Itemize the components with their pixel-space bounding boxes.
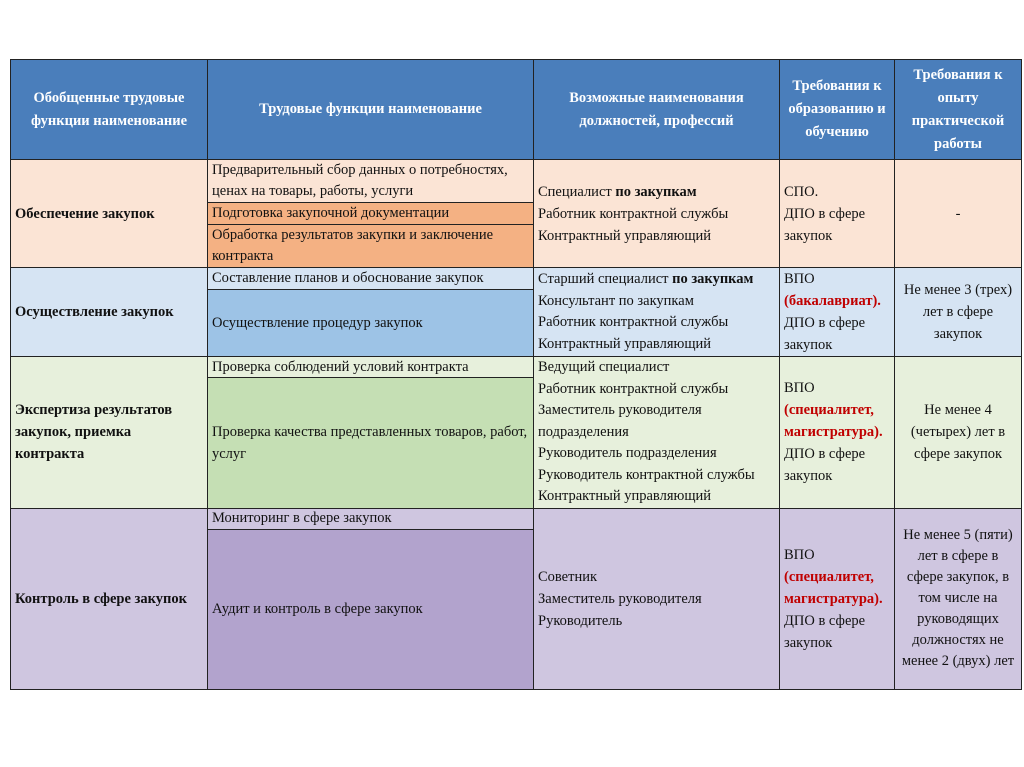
experience-cell: - — [895, 160, 1022, 268]
experience-cell: Не менее 5 (пяти) лет в сфере в сфере закупок, в том числе на руководящих должностях не менее 2 (двух) лет — [895, 508, 1022, 689]
position-line: Заместитель руководителя — [538, 590, 702, 607]
position-line: Ведущий специалист — [538, 359, 670, 375]
function-cell: Обработка результатов закупки и заключение контракта — [208, 224, 534, 267]
function-cell: Мониторинг в сфере закупок — [208, 508, 534, 529]
experience-cell: Не менее 3 (трех) лет в сфере закупок — [895, 268, 1022, 357]
header-education: Требования к образованию и обучению — [780, 60, 895, 160]
position-line: Специалист по закупкам — [538, 183, 697, 200]
education-cell: ВПО (специалитет, магистратура). ДПО в сфере закупок — [780, 508, 895, 689]
general-function-cell: Экспертиза результатов закупок, приемка контракта — [11, 357, 208, 509]
positions-cell — [534, 160, 780, 268]
header-functions: Трудовые функции наименование — [208, 60, 534, 160]
general-function-cell: Обеспечение закупок — [11, 160, 208, 268]
function-cell: Аудит и контроль в сфере закупок — [208, 529, 534, 689]
function-cell: Подготовка закупочной документации — [208, 203, 534, 224]
function-cell: Проверка качества представленных товаров, работ, услуг — [208, 378, 534, 508]
position-line: Работник контрактной службы — [538, 380, 729, 397]
function-cell: Осуществление процедур закупок — [208, 289, 534, 356]
position-line: Руководитель — [538, 612, 623, 629]
general-function-cell: Контроль в сфере закупок — [11, 508, 208, 689]
header-row — [11, 60, 1022, 160]
qualification-table — [10, 59, 1022, 690]
position-line: Старший специалист по закупкам — [538, 271, 754, 287]
education-cell: СПО. ДПО в сфере закупок — [780, 160, 895, 268]
positions-cell — [534, 508, 780, 689]
table-row — [11, 357, 1022, 378]
position-line: Контрактный управляющий — [538, 488, 712, 504]
table-row — [11, 268, 1022, 290]
position-line: Советник — [538, 568, 598, 585]
position-line: Работник контрактной службы — [538, 205, 729, 222]
header-positions: Возможные наименования должностей, профессий — [534, 60, 780, 160]
position-line: Руководитель контрактной службы — [538, 466, 755, 483]
header-experience: Требования к опыту практической работы — [895, 60, 1022, 160]
positions-cell — [534, 268, 780, 357]
education-cell: ВПО (специалитет, магистратура). ДПО в сфере закупок — [780, 357, 895, 509]
position-line: Консультант по закупкам — [538, 292, 694, 309]
position-line: Контрактный управляющий — [538, 335, 712, 352]
table-row — [11, 508, 1022, 529]
positions-cell — [534, 357, 780, 509]
position-line: Заместитель руководителя подразделения — [538, 402, 702, 440]
function-cell: Проверка соблюдений условий контракта — [208, 357, 534, 378]
position-line: Работник контрактной службы — [538, 314, 729, 330]
function-cell: Предварительный сбор данных о потребностях, ценах на товары, работы, услуги — [208, 160, 534, 203]
header-general-functions: Обобщенные трудовые функции наименование — [11, 60, 208, 160]
table-row — [11, 160, 1022, 203]
education-cell: ВПО (бакалавриат). ДПО в сфере закупок — [780, 268, 895, 357]
experience-cell: Не менее 4 (четырех) лет в сфере закупок — [895, 357, 1022, 509]
general-function-cell: Осуществление закупок — [11, 268, 208, 357]
position-line: Контрактный управляющий — [538, 227, 712, 244]
position-line: Руководитель подразделения — [538, 445, 717, 461]
function-cell: Составление планов и обоснование закупок — [208, 268, 534, 290]
